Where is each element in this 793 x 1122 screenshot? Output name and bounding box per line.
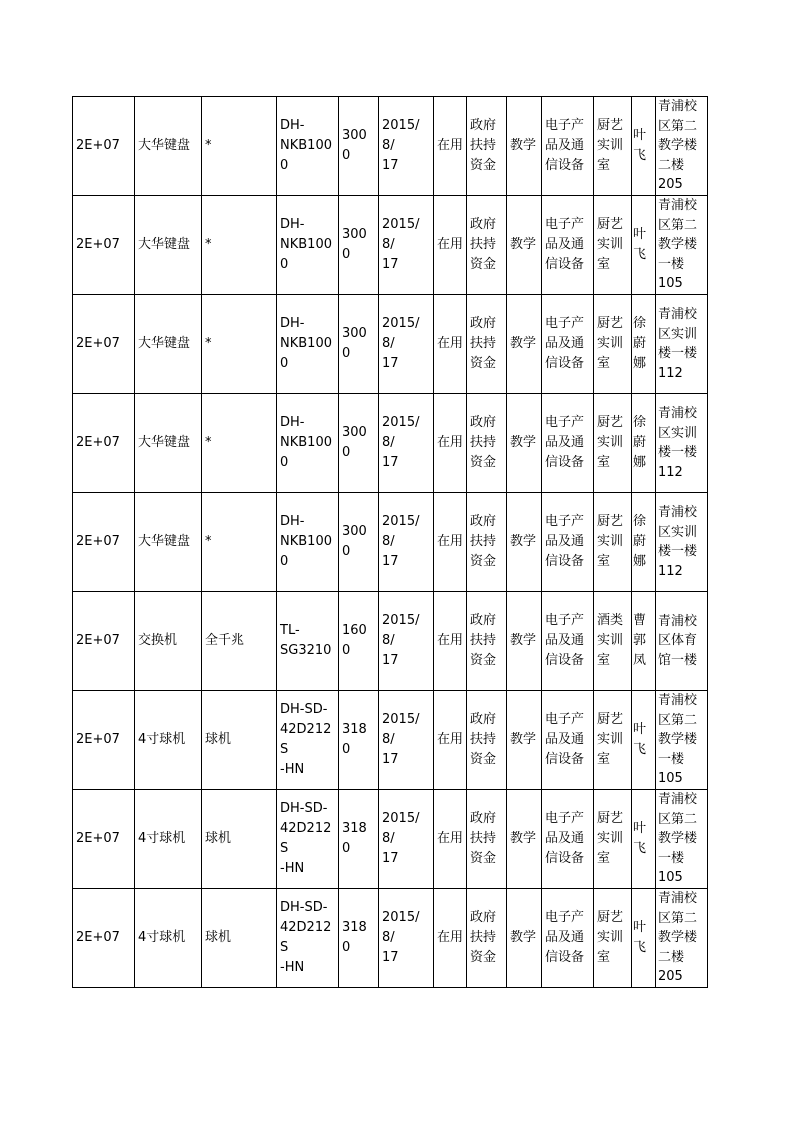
model-cell: DH- NKB1000 [277,97,339,196]
room-cell: 厨艺 实训 室 [594,691,632,790]
asset-name-cell: 大华键盘 [135,295,202,394]
spec-cell: 全千兆 [202,592,277,691]
spec-cell: 球机 [202,790,277,889]
funding-source-cell: 政府 扶持 资金 [467,691,507,790]
asset-name-cell: 大华键盘 [135,493,202,592]
table-row [73,790,708,889]
price-cell: 3180 [339,790,379,889]
category-cell: 电子产 品及通 信设备 [542,97,594,196]
location-cell: 青浦校 区实训 楼一楼 112 [656,394,708,493]
usage-cell: 教学 [507,295,542,394]
location-cell: 青浦校 区第二 教学楼 一楼 105 [656,196,708,295]
price-cell: 1600 [339,592,379,691]
custodian-cell: 徐 蔚 娜 [632,394,656,493]
category-cell: 电子产 品及通 信设备 [542,493,594,592]
model-cell: DH- NKB1000 [277,394,339,493]
date-cell: 2015/8/ 17 [379,394,434,493]
location-cell: 青浦校 区实训 楼一楼 112 [656,493,708,592]
asset-name-cell: 大华键盘 [135,97,202,196]
location-cell: 青浦校 区实训 楼一楼 112 [656,295,708,394]
price-cell: 3180 [339,889,379,988]
usage-cell: 教学 [507,691,542,790]
price-cell: 3000 [339,493,379,592]
table-row [73,196,708,295]
custodian-cell: 曹 郭 凤 [632,592,656,691]
asset-name-cell: 大华键盘 [135,394,202,493]
room-cell: 厨艺 实训 室 [594,97,632,196]
location-cell: 青浦校 区第二 教学楼 二楼 205 [656,889,708,988]
spec-cell: * [202,295,277,394]
category-cell: 电子产 品及通 信设备 [542,394,594,493]
asset-name-cell: 4寸球机 [135,790,202,889]
category-cell: 电子产 品及通 信设备 [542,889,594,988]
usage-cell: 教学 [507,493,542,592]
model-cell: DH-SD- 42D212S -HN [277,790,339,889]
date-cell: 2015/8/ 17 [379,592,434,691]
room-cell: 酒类 实训 室 [594,592,632,691]
funding-source-cell: 政府 扶持 资金 [467,394,507,493]
price-cell: 3000 [339,394,379,493]
date-cell: 2015/8/ 17 [379,790,434,889]
usage-cell: 教学 [507,394,542,493]
model-cell: DH- NKB1000 [277,295,339,394]
asset-name-cell: 交换机 [135,592,202,691]
price-cell: 3000 [339,97,379,196]
date-cell: 2015/8/ 17 [379,889,434,988]
asset-code-cell: 2E+07 [73,295,135,394]
location-cell: 青浦校 区第二 教学楼 一楼 105 [656,691,708,790]
asset-code-cell: 2E+07 [73,493,135,592]
custodian-cell: 叶 飞 [632,790,656,889]
asset-code-cell: 2E+07 [73,196,135,295]
date-cell: 2015/8/ 17 [379,691,434,790]
status-cell: 在用 [434,394,467,493]
table-row [73,889,708,988]
price-cell: 3000 [339,196,379,295]
asset-name-cell: 大华键盘 [135,196,202,295]
table-row [73,394,708,493]
room-cell: 厨艺 实训 室 [594,493,632,592]
custodian-cell: 叶 飞 [632,196,656,295]
category-cell: 电子产 品及通 信设备 [542,196,594,295]
funding-source-cell: 政府 扶持 资金 [467,295,507,394]
usage-cell: 教学 [507,889,542,988]
status-cell: 在用 [434,790,467,889]
usage-cell: 教学 [507,790,542,889]
funding-source-cell: 政府 扶持 资金 [467,889,507,988]
status-cell: 在用 [434,196,467,295]
category-cell: 电子产 品及通 信设备 [542,592,594,691]
funding-source-cell: 政府 扶持 资金 [467,196,507,295]
custodian-cell: 叶 飞 [632,889,656,988]
status-cell: 在用 [434,889,467,988]
location-cell: 青浦校 区第二 教学楼 一楼 105 [656,790,708,889]
custodian-cell: 叶 飞 [632,691,656,790]
model-cell: DH- NKB1000 [277,196,339,295]
room-cell: 厨艺 实训 室 [594,394,632,493]
spec-cell: * [202,493,277,592]
model-cell: TL- SG3210 [277,592,339,691]
category-cell: 电子产 品及通 信设备 [542,295,594,394]
category-cell: 电子产 品及通 信设备 [542,691,594,790]
table-row [73,592,708,691]
status-cell: 在用 [434,97,467,196]
room-cell: 厨艺 实训 室 [594,196,632,295]
table-row [73,691,708,790]
table-body [73,97,708,988]
status-cell: 在用 [434,295,467,394]
price-cell: 3000 [339,295,379,394]
custodian-cell: 徐 蔚 娜 [632,295,656,394]
asset-name-cell: 4寸球机 [135,691,202,790]
funding-source-cell: 政府 扶持 资金 [467,493,507,592]
location-cell: 青浦校 区体育 馆一楼 [656,592,708,691]
date-cell: 2015/8/ 17 [379,295,434,394]
usage-cell: 教学 [507,196,542,295]
room-cell: 厨艺 实训 室 [594,889,632,988]
asset-code-cell: 2E+07 [73,97,135,196]
location-cell: 青浦校 区第二 教学楼 二楼 205 [656,97,708,196]
asset-code-cell: 2E+07 [73,691,135,790]
price-cell: 3180 [339,691,379,790]
asset-name-cell: 4寸球机 [135,889,202,988]
spec-cell: 球机 [202,691,277,790]
asset-code-cell: 2E+07 [73,394,135,493]
funding-source-cell: 政府 扶持 资金 [467,97,507,196]
funding-source-cell: 政府 扶持 资金 [467,592,507,691]
asset-code-cell: 2E+07 [73,889,135,988]
date-cell: 2015/8/ 17 [379,97,434,196]
model-cell: DH- NKB1000 [277,493,339,592]
status-cell: 在用 [434,592,467,691]
table-row [73,295,708,394]
usage-cell: 教学 [507,592,542,691]
asset-code-cell: 2E+07 [73,790,135,889]
usage-cell: 教学 [507,97,542,196]
asset-code-cell: 2E+07 [73,592,135,691]
spec-cell: * [202,196,277,295]
custodian-cell: 叶 飞 [632,97,656,196]
room-cell: 厨艺 实训 室 [594,295,632,394]
asset-table [72,96,708,988]
date-cell: 2015/8/ 17 [379,196,434,295]
status-cell: 在用 [434,493,467,592]
model-cell: DH-SD- 42D212S -HN [277,889,339,988]
spec-cell: 球机 [202,889,277,988]
spec-cell: * [202,97,277,196]
spec-cell: * [202,394,277,493]
category-cell: 电子产 品及通 信设备 [542,790,594,889]
custodian-cell: 徐 蔚 娜 [632,493,656,592]
model-cell: DH-SD- 42D212S -HN [277,691,339,790]
table-row [73,493,708,592]
funding-source-cell: 政府 扶持 资金 [467,790,507,889]
date-cell: 2015/8/ 17 [379,493,434,592]
room-cell: 厨艺 实训 室 [594,790,632,889]
status-cell: 在用 [434,691,467,790]
table-row [73,97,708,196]
